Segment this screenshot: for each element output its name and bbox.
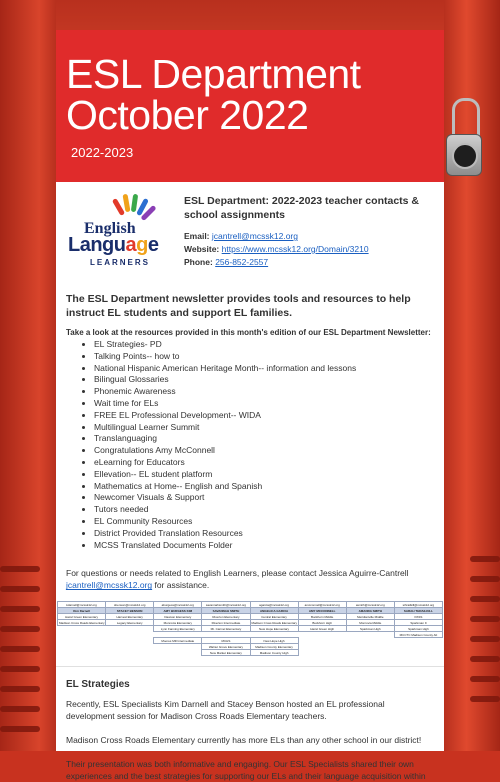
- table-cell: savannahsmith@mcssk12.org: [202, 602, 250, 608]
- list-item: • Wait time for ELs: [94, 398, 434, 410]
- table-cell: PASS: [394, 614, 442, 620]
- table-cell: asmith@mcssk12.org: [346, 602, 394, 608]
- list-item: • FREE EL Professional Development-- WIDA: [94, 410, 434, 422]
- table-row: [58, 650, 443, 656]
- table-cell: Central Elementary: [250, 614, 298, 620]
- table-cell: AMANDA SMITH: [346, 608, 394, 614]
- table-cell: Monrovia Middle: [346, 620, 394, 626]
- table-cell: Lynn Fanning Elementary: [154, 626, 202, 632]
- table-cell: AMY MCCONNELL: [298, 608, 346, 614]
- table-cell: [298, 650, 346, 656]
- table-cell: Kim Darnell: [58, 608, 106, 614]
- list-item: • EL Strategies- PD: [94, 339, 434, 351]
- banner-subtitle: 2022-2023: [71, 145, 134, 160]
- section-heading: EL Strategies: [66, 679, 130, 691]
- table-cell: Sparkman High: [394, 626, 442, 632]
- table-cell: New Hope Elementary: [250, 626, 298, 632]
- table-cell: New Hope High: [250, 638, 298, 644]
- table-cell: Harvest Elementary: [106, 614, 154, 620]
- table-cell: agarcia@mcssk12.org: [250, 602, 298, 608]
- paragraph: Recently, ESL Specialists Kim Darnell and Stacey Benson hosted an EL professional development session for Madison Cross Roads Elementary teachers.: [66, 699, 385, 722]
- newsletter-lead: The ESL Department newsletter provides tools and resources to help instruct EL students and support EL families.: [66, 293, 411, 319]
- list-item: • MCSS Translated Documents Folder: [94, 540, 434, 552]
- paragraph: Madison Cross Roads Elementary currently has more ELs than any other school in our district!: [66, 735, 422, 746]
- list-item: • Tutors needed: [94, 504, 434, 516]
- table-cell: Dawson Elementary: [154, 614, 202, 620]
- table-cell: [58, 650, 106, 656]
- table-cell: Sparkman High: [346, 626, 394, 632]
- table-cell: Riverton Elementary: [202, 614, 250, 620]
- table-cell: New Market Elementary: [202, 650, 250, 656]
- table-cell: Sparkman 9: [394, 620, 442, 626]
- table-cell: STACEY BENSON: [106, 608, 154, 614]
- table-cell: Moores Mill Intermediate: [154, 638, 202, 644]
- list-item: • District Provided Translation Resources: [94, 528, 434, 540]
- list-item: • eLearning for Educators: [94, 457, 434, 469]
- table-cell: ANGELICA GARCIA: [250, 608, 298, 614]
- header-banner: [56, 30, 444, 182]
- website-link[interactable]: https://www.mcssk12.org/Domain/3210: [221, 244, 369, 254]
- table-cell: Madison County High: [250, 650, 298, 656]
- table-cell: amcconnell@mcssk12.org: [298, 602, 346, 608]
- table-cell: Buckhorn High: [298, 620, 346, 626]
- table-cell: Walnut Grove Elementary: [202, 644, 250, 650]
- page-title: ESL Department October 2022: [66, 51, 361, 138]
- list-item: • Congratulations Amy McConnell: [94, 445, 434, 457]
- list-item: • Bilingual Glossaries: [94, 374, 434, 386]
- staff-assignment-table: [57, 601, 443, 656]
- combination-lock-icon: [446, 134, 482, 176]
- table-cell: [106, 650, 154, 656]
- table-cell: sthrailkill@mcssk12.org: [394, 602, 442, 608]
- table-cell: Hazel Green Elementary: [58, 614, 106, 620]
- table-cell: Monrovia Elementary: [154, 620, 202, 626]
- list-item: • Mathematics at Home-- English and Spanish: [94, 481, 434, 493]
- table-cell: SAVANNAH SMITH: [202, 608, 250, 614]
- table-cell: Madison County Elementary: [250, 644, 298, 650]
- list-item: • Newcomer Visuals & Support: [94, 492, 434, 504]
- table-cell: [154, 650, 202, 656]
- table-cell: Legacy Elementary: [106, 620, 154, 626]
- table-cell: Riverton Intermediate: [202, 620, 250, 626]
- table-cell: AMY BURGESS KIM: [154, 608, 202, 614]
- list-item: • Translanguaging: [94, 433, 434, 445]
- table-cell: kdarnell@mcssk12.org: [58, 602, 106, 608]
- table-cell: [346, 650, 394, 656]
- resources-intro: Take a look at the resources provided in this month's edition of our ESL Department Newsletter:: [66, 328, 431, 337]
- table-cell: Madison Cross Roads Elementary: [251, 620, 298, 625]
- list-item: • EL Community Resources: [94, 516, 434, 528]
- topics-list: [66, 339, 434, 551]
- table-cell: aburgess@mcssk12.org: [154, 602, 202, 608]
- table-cell: sbenson@mcssk12.org: [106, 602, 154, 608]
- list-item: • Phonemic Awareness: [94, 386, 434, 398]
- table-cell: Buckhorn Middle: [298, 614, 346, 620]
- email-link[interactable]: jcantrell@mcssk12.org: [211, 231, 298, 241]
- contact-block: English Language LEARNERS ESL Department: 2022-2023 teacher contacts & school assignments Email: jcantrell@mcssk12.org Website: https://www.mcssk12.org/Domain/3210 Phone: 256-852-2557: [56, 182, 444, 286]
- contact-note: For questions or needs related to English Learners, please contact Jessica Aguirre-Cantrell jcantrell@mcssk12.org for assistance.: [66, 568, 409, 591]
- list-item: • Multilingual Learner Summit: [94, 422, 434, 434]
- list-item: • National Hispanic American Heritage Month-- information and lessons: [94, 363, 434, 375]
- table-cell: SARAH THRAILKILL: [394, 608, 442, 614]
- phone-link[interactable]: 256-852-2557: [215, 257, 269, 267]
- newsletter-card: [56, 30, 444, 782]
- table-cell: [394, 650, 442, 656]
- paragraph: Their presentation was both informative and engaging. Our ESL Specialists shared their own experiences and the best strategies for supporting our ELs and their language acquisition within: [66, 759, 426, 782]
- table-cell: Madison Cross Roads Elementary: [59, 620, 105, 625]
- list-item: • Ellevation-- EL student platform: [94, 469, 434, 481]
- table-cell: Mt. Carmel Elementary: [202, 626, 250, 632]
- contact-email-link[interactable]: jcantrell@mcssk12.org: [66, 580, 153, 591]
- list-item: • Talking Points-- how to: [94, 351, 434, 363]
- table-cell: Hazel Green High: [298, 626, 346, 632]
- table-cell: Meridianville Middle: [346, 614, 394, 620]
- english-language-learners-logo: English Language LEARNERS: [66, 194, 174, 270]
- table-cell: MCCTC Madison County Alt: [394, 632, 442, 638]
- contact-title: ESL Department: 2022-2023 teacher contacts & school assignments: [184, 195, 419, 221]
- table-cell: MCHS: [202, 638, 250, 644]
